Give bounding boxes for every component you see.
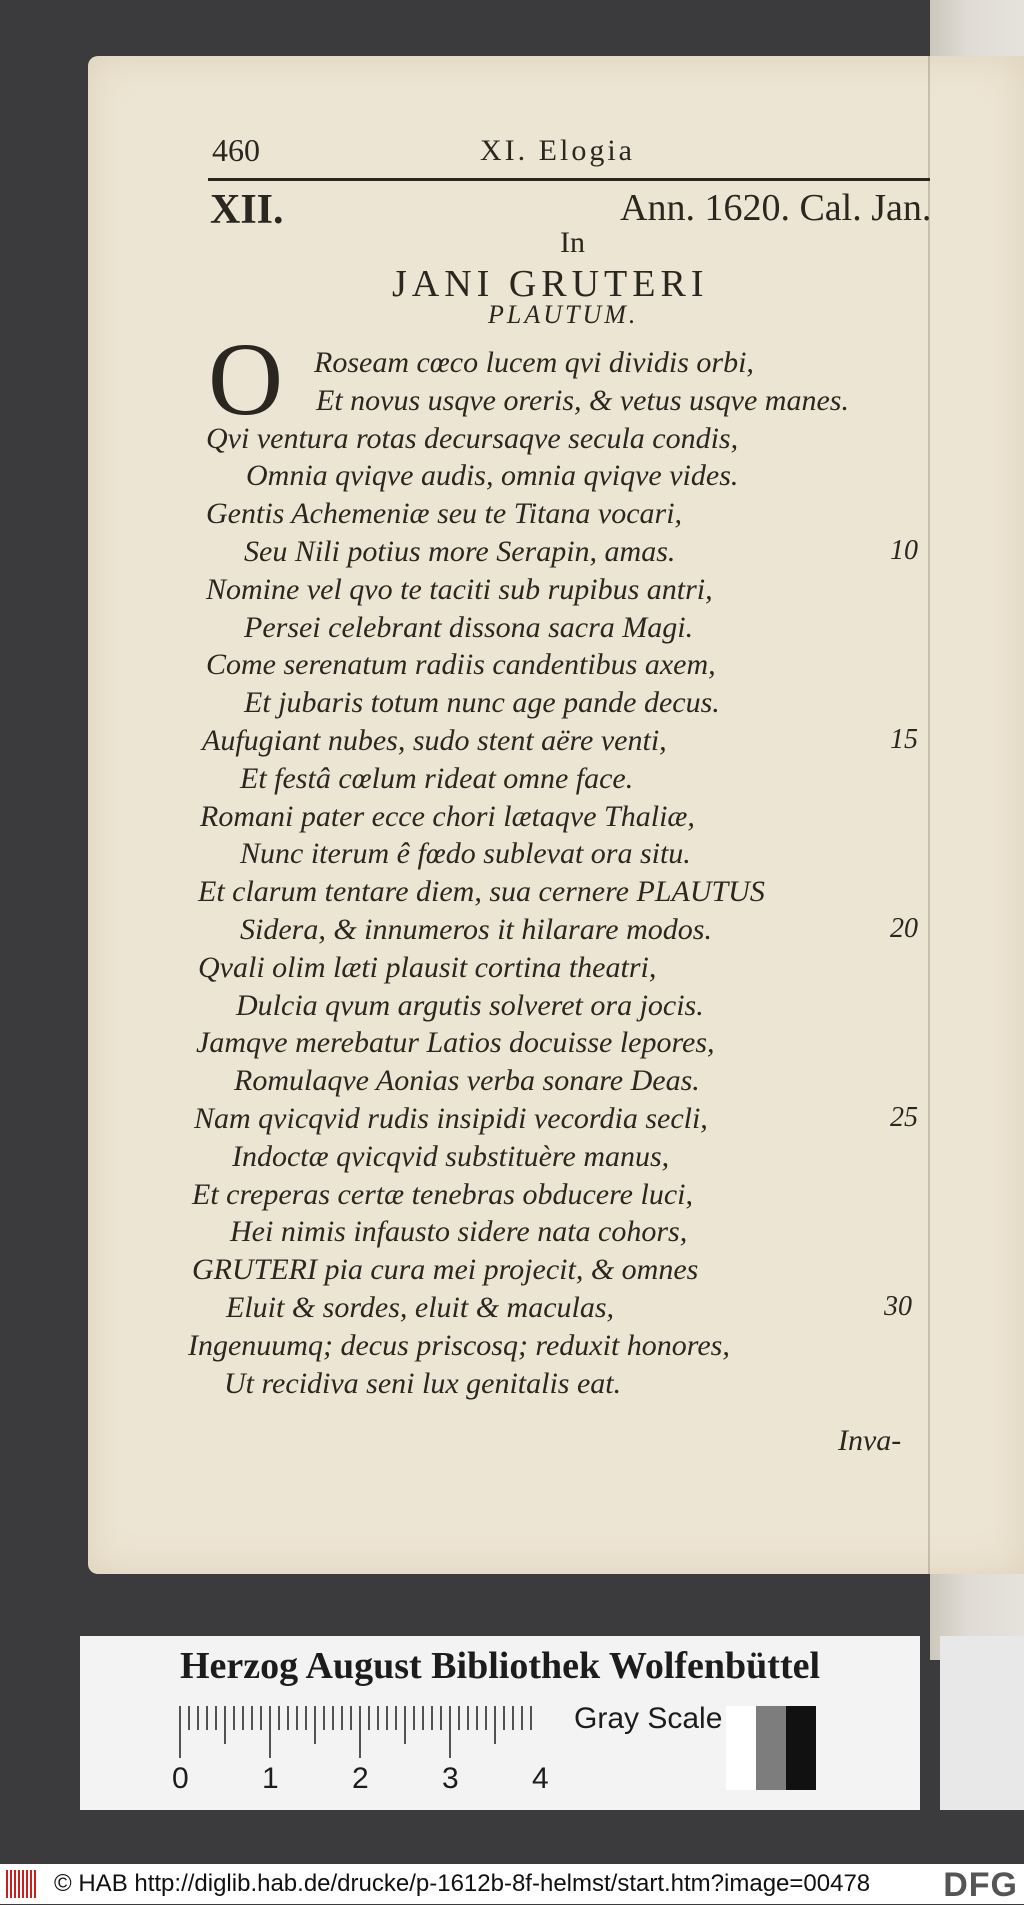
verse-line: Aufugiant nubes, sudo stent aëre venti, (202, 724, 667, 757)
verse-line: Seu Nili potius more Serapin, amas. (244, 535, 676, 568)
title-name: JANI GRUTERI (392, 263, 709, 305)
verse-line: GRUTERI pia cura mei projecit, & omnes (192, 1253, 699, 1287)
ruler-number: 2 (352, 1762, 369, 1795)
ruler-number: 4 (532, 1762, 549, 1795)
swatch-white (726, 1706, 756, 1790)
verse-line: Indoctæ qvicqvid substituère manus, (232, 1139, 670, 1173)
line-number: 30 (884, 1291, 912, 1322)
date-line: Ann. 1620. Cal. Jan. (620, 187, 932, 229)
verse-line: Romulaqve Aonias verba sonare Deas. (234, 1064, 700, 1098)
header-rule (208, 178, 930, 181)
verse-line: Romani pater ecce chori lætaqve Thaliæ, (200, 799, 695, 833)
verse-line: Et novus usqve oreris, & vetus usqve manes. (316, 383, 849, 417)
ruler-number: 3 (442, 1762, 459, 1795)
verse-line: Dulcia qvum argutis solveret ora jocis. (236, 988, 704, 1022)
library-name: Herzog August Bibliothek Wolfenbüttel (179, 1645, 821, 1687)
line-number: 25 (890, 1102, 918, 1133)
page-fold (928, 56, 930, 1574)
verse-line: Qvali olim læti plausit cortina theatri, (198, 950, 657, 984)
hab-logo-icon (6, 1870, 46, 1898)
verse-line: Et clarum tentare diem, sua cernere PLAUTUS (198, 875, 765, 909)
gray-scale-label: Gray Scale (574, 1702, 723, 1735)
footer-bar (0, 1864, 1024, 1904)
verse-line: Persei celebrant dissona sacra Magi. (244, 610, 694, 644)
running-title: XI. Elogia (480, 134, 635, 167)
ruler-number: 0 (172, 1762, 189, 1795)
verse-line: Sidera, & innumeros it hilarare modos. (240, 913, 712, 946)
ruler-ticks (178, 1706, 538, 1762)
drop-cap: O (208, 322, 284, 437)
verse-line: Et festâ cœlum rideat omne face. (240, 761, 634, 795)
page-number: 460 (212, 132, 260, 168)
title-preposition: In (560, 226, 585, 259)
verse-line: Roseam cœco lucem qvi dividis orbi, (314, 346, 754, 379)
catchword: Inva- (838, 1424, 902, 1457)
verse-line: Nam qvicqvid rudis insipidi vecordia secli, (194, 1102, 708, 1135)
section-number: XII. (210, 187, 284, 233)
verse-line: Ingenuumq; decus priscosq; reduxit honores, (188, 1328, 730, 1362)
swatch-gray (756, 1706, 786, 1790)
title-work: PLAUTUM. (488, 300, 639, 329)
dfg-logo: DFG (943, 1866, 1018, 1904)
gray-swatches (726, 1706, 816, 1790)
verse-line: Jamqve merebatur Latios docuisse lepores, (196, 1026, 715, 1060)
verse-line: Nunc iterum ê fœdo sublevat ora situ. (240, 837, 691, 871)
adjacent-scale-card (940, 1636, 1024, 1810)
line-number: 20 (890, 913, 918, 944)
verse-line: Eluit & sordes, eluit & maculas, (226, 1291, 615, 1324)
verse-line: Nomine vel qvo te taciti sub rupibus antri, (206, 572, 713, 606)
verse-line: Come serenatum radiis candentibus axem, (206, 648, 716, 682)
verse-line: Omnia qviqve audis, omnia qviqve vides. (246, 459, 739, 493)
swatch-black (786, 1706, 816, 1790)
line-number: 10 (890, 535, 918, 566)
verse-line: Et creperas certæ tenebras obducere luci, (192, 1177, 693, 1211)
verse-line: Qvi ventura rotas decursaqve secula condis, (206, 421, 739, 455)
ruler-number: 1 (262, 1762, 279, 1795)
verse-line: Hei nimis infausto sidere nata cohors, (230, 1215, 688, 1249)
scale-card (80, 1636, 920, 1810)
verse-line: Ut recidiva seni lux genitalis eat. (224, 1366, 622, 1400)
source-url[interactable]: © HAB http://diglib.hab.de/drucke/p-1612b-8f-helmst/start.htm?image=00478 (54, 1870, 871, 1897)
verse-line: Gentis Achemeniæ seu te Titana vocari, (206, 497, 683, 531)
verse-line: Et jubaris totum nunc age pande decus. (244, 686, 720, 720)
line-number: 15 (890, 724, 918, 755)
